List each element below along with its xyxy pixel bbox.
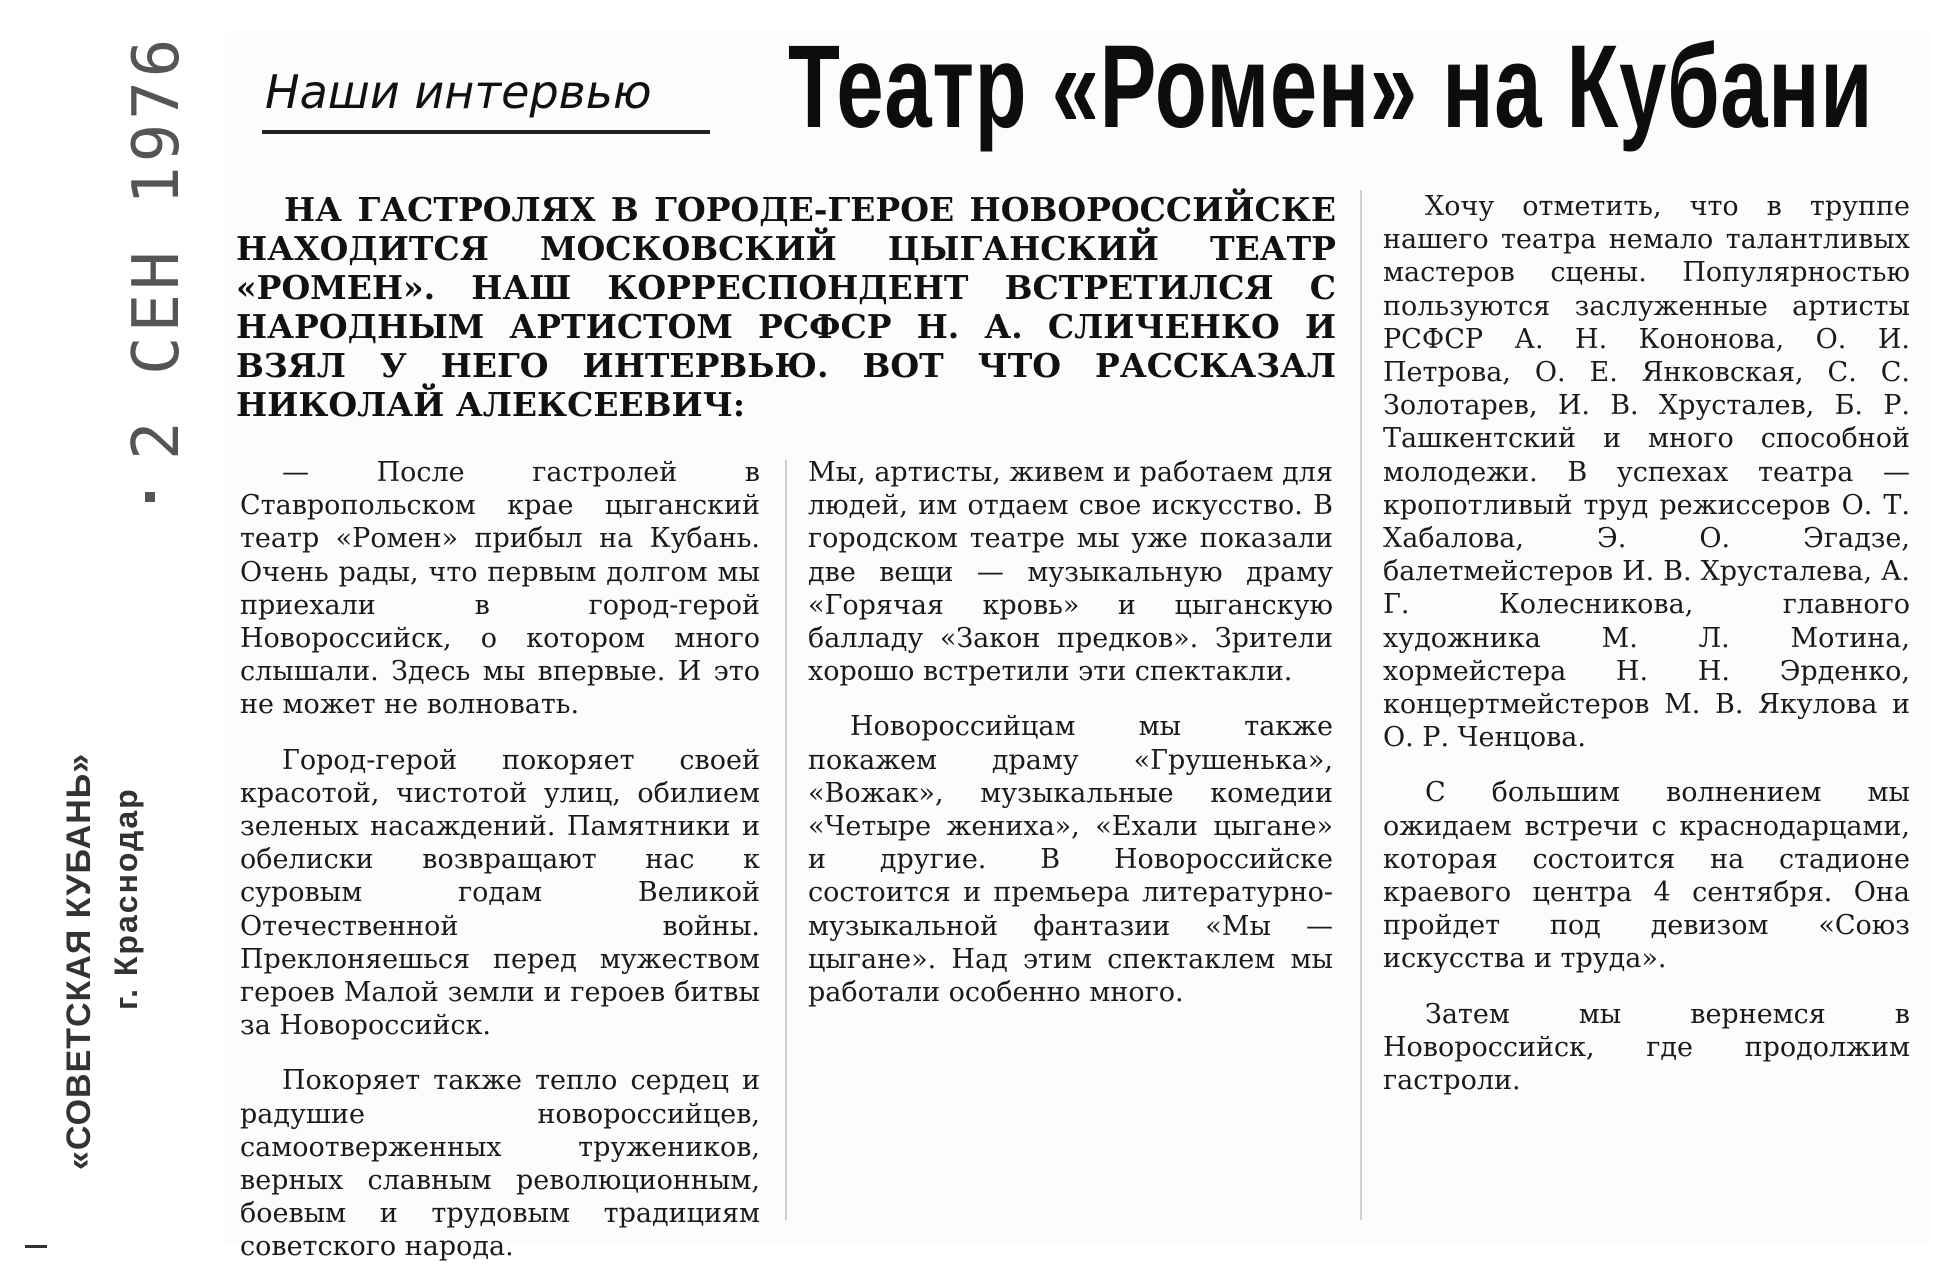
source-city-stamp: г. Краснодар <box>108 787 144 1010</box>
paragraph: Город-герой покоряет своей красотой, чистотой улиц, обилием зеленых насаждений. Памятники и обелиски возвращают нас к суровым годам Великой Отечественной войны. Преклоняешься перед мужеством героев Малой земли и героев битвы за Новороссийск. <box>240 744 760 1042</box>
stamp-mark <box>145 492 155 502</box>
article-lead: НА ГАСТРОЛЯХ В ГОРОДЕ-ГЕРОЕ НОВОРОССИЙСКЕ НАХОДИТСЯ МОСКОВСКИЙ ЦЫГАНСКИЙ ТЕАТР «РОМЕН». НАШ КОРРЕСПОНДЕНТ ВСТРЕТИЛСЯ С НАРОДНЫМ АРТИСТОМ РСФСР Н. А. СЛИЧЕНКО И ВЗЯЛ У НЕГО ИНТЕРВЬЮ. ВОТ ЧТО РАССКАЗАЛ НИКОЛАЙ АЛЕКСЕЕВИЧ: <box>236 190 1336 424</box>
paragraph: С большим волнением мы ожидаем встречи с краснодарцами, которая состоится на стадионе краевого центра 4 сентября. Она пройдет под девизом «Союз искусства и труда». <box>1383 777 1910 975</box>
rubric-underline <box>262 130 710 134</box>
column-divider <box>785 460 787 1220</box>
paragraph: Новороссийцам мы также покажем драму «Грушенька», «Вожак», музыкальные комедии «Четыре жениха», «Ехали цыгане» и другие. В Новороссийске состоится и премьера литературно-музыкальной фантазии «Мы — цыгане». Над этим спектаклем мы работали особенно много. <box>808 711 1333 1009</box>
article-column-2 <box>808 456 1333 1031</box>
article-column-3 <box>1383 190 1910 1119</box>
margin-mark <box>25 1245 47 1248</box>
source-newspaper-stamp: «СОВЕТСКАЯ КУБАНЬ» <box>60 752 98 1170</box>
article-column-1 <box>240 456 760 1265</box>
article-headline: Театр «Ромен» на Кубани <box>788 21 1874 153</box>
rubric-label: Наши интервью <box>265 65 652 119</box>
paragraph: — После гастролей в Ставропольском крае цыганский театр «Ромен» прибыл на Кубань. Очень рады, что первым долгом мы приехали в город-герой Новороссийск, о котором много слышали. Здесь мы впервые. И это не может не волновать. <box>240 457 760 721</box>
paragraph: Хочу отметить, что в труппе нашего театра немало талантливых мастеров сцены. Популярностью пользуются заслуженные артисты РСФСР А. Н. Кононова, О. И. Петрова, О. Е. Янковская, С. С. Золотарев, И. В. Хрусталев, Б. Р. Ташкентский и много способной молодежи. В успехах театра — кропотливый труд режиссеров О. Т. Хабалова, Э. О. Эгадзе, балетмейстеров И. В. Хрусталева, А. Г. Колесникова, главного художника М. Л. Мотина, хормейстера Н. Н. Эрденко, концертмейстеров М. В. Якулова и О. Р. Ченцова. <box>1383 191 1910 754</box>
paragraph: Покоряет также тепло сердец и радушие новороссийцев, самоотверженных тружеников, верных славным революционным, боевым и трудовым традициям советского народа. <box>240 1065 760 1263</box>
archive-date-stamp: 2 СЕН 1976 <box>120 34 194 460</box>
column-divider <box>1360 190 1362 1220</box>
paragraph: Затем мы вернемся в Новороссийск, где продолжим гастроли. <box>1383 998 1910 1097</box>
paragraph: Мы, артисты, живем и работаем для людей, им отдаем свое искусство. В городском театре мы уже показали две вещи — музыкальную драму «Горячая кровь» и цыганскую балладу «Закон предков». Зрители хорошо встретили эти спектакли. <box>808 457 1333 688</box>
